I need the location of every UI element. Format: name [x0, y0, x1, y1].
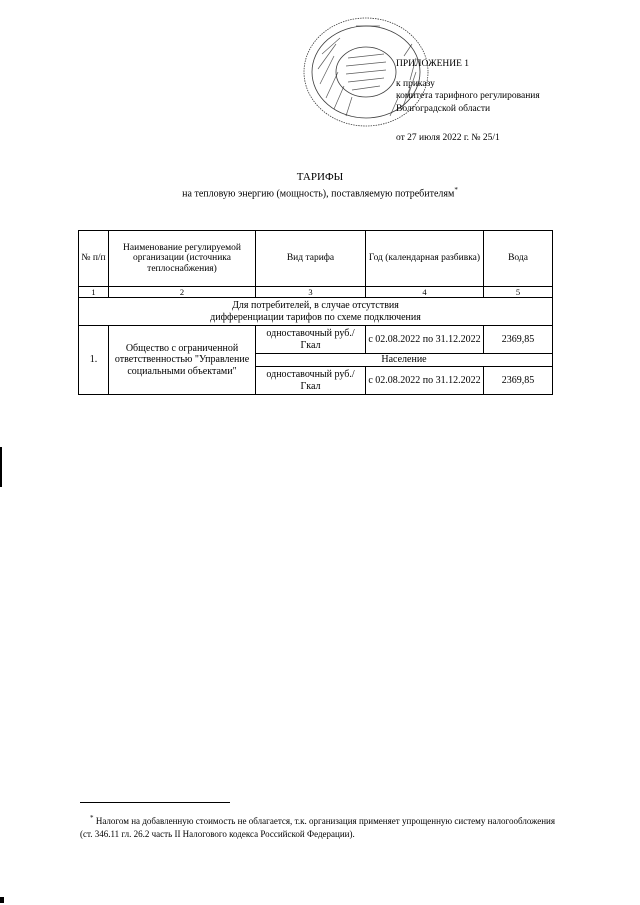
footnote — [80, 812, 555, 841]
title-main: ТАРИФЫ — [296, 171, 344, 183]
title-subtitle — [0, 184, 640, 200]
population-label: Население — [256, 354, 553, 367]
scan-mark — [0, 447, 2, 487]
approval-line: комитета тарифного регулирования — [396, 91, 540, 101]
approval-line: Волгоградской области — [396, 103, 491, 114]
group-row — [79, 298, 553, 326]
tariff-period: с 02.08.2022 по 31.12.2022 — [366, 367, 484, 395]
tariff-type: одноставочный руб./Гкал — [256, 326, 366, 354]
footnote-separator — [80, 802, 230, 803]
approval-block — [396, 58, 636, 145]
footnote-marker: * — [90, 814, 94, 822]
tariff-period: с 02.08.2022 по 31.12.2022 — [366, 326, 484, 354]
title-sub-text: на тепловую энергию (мощность), поставляемую потребителям — [182, 188, 455, 200]
row-number: 1. — [79, 326, 109, 395]
scan-mark — [0, 897, 4, 903]
column-number-row — [79, 287, 553, 298]
group-heading-line: Для потребителей, в случае отсутствия — [232, 300, 399, 311]
group-heading-line: дифференциации тарифов по схеме подключения — [210, 311, 421, 323]
order-date: от 27 июля 2022 г. № 25/1 — [396, 133, 500, 143]
document-title — [0, 171, 640, 200]
tariff-value: 2369,85 — [484, 367, 553, 395]
column-number: 5 — [484, 287, 553, 298]
header-cell: № п/п — [79, 231, 109, 287]
footnote-text: Налогом на добавленную стоимость не облагается, т.к. организация применяет упрощенную систему налогообложения (ст. 346.11 гл. 26.2 часть II Налогового кодекса Российской Федерации). — [80, 816, 556, 839]
header-cell: Год (календарная разбивка) — [366, 231, 484, 287]
footnote-marker: * — [454, 186, 458, 194]
table-row — [79, 326, 553, 354]
group-heading — [79, 298, 553, 326]
tariff-type: одноставочный руб./Гкал — [256, 367, 366, 395]
column-number: 1 — [79, 287, 109, 298]
organization-name: Общество с ограниченной ответственностью "Управление социальными объектами" — [109, 326, 256, 395]
header-cell: Вода — [484, 231, 553, 287]
header-cell: Наименование регулируемой организации (источника теплоснабжения) — [109, 231, 256, 287]
tariffs-table — [78, 230, 553, 395]
header-row — [79, 231, 553, 287]
tariff-value: 2369,85 — [484, 326, 553, 354]
header-cell: Вид тарифа — [256, 231, 366, 287]
column-number: 3 — [256, 287, 366, 298]
column-number: 2 — [109, 287, 256, 298]
appendix-heading: ПРИЛОЖЕНИЕ 1 — [396, 59, 470, 69]
approval-line: к приказу — [396, 78, 435, 89]
column-number: 4 — [366, 287, 484, 298]
